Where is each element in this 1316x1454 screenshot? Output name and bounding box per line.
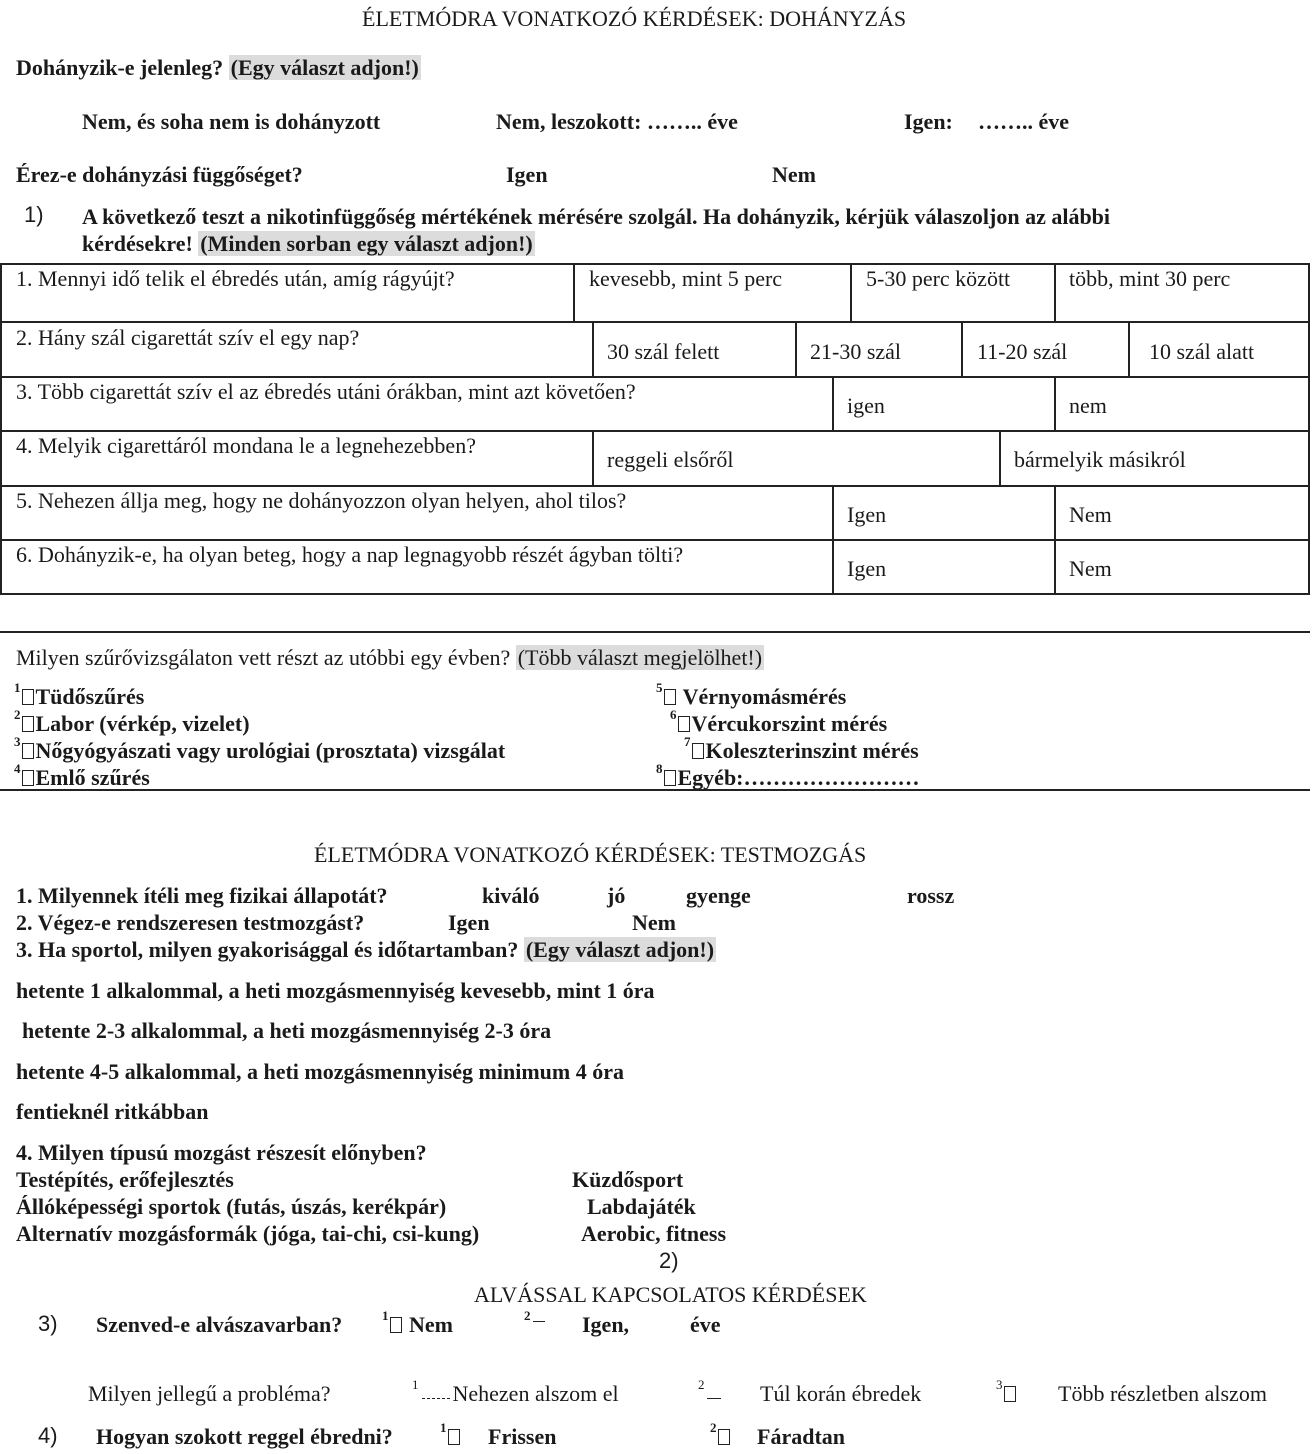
option-label: Nem bbox=[409, 1312, 453, 1337]
screening-item-label: Koleszterinszint mérés bbox=[705, 738, 919, 763]
fagerstrom-q6: 6. Dohányzik-e, ha olyan beteg, hogy a nap legnagyobb részét ágyban tölti? bbox=[16, 542, 684, 567]
fitness-option-weak[interactable]: gyenge bbox=[686, 883, 751, 908]
screening-rule-bottom bbox=[0, 789, 1310, 791]
exercise-q3-note: (Egy választ adjon!) bbox=[525, 937, 715, 962]
table-col-divider bbox=[1054, 485, 1056, 595]
fagerstrom-q3-option-1[interactable]: igen bbox=[847, 393, 885, 418]
screening-item-label: Vércukorszint mérés bbox=[691, 711, 888, 736]
waking-option-tired-label: Fáradtan bbox=[757, 1424, 845, 1449]
table-col-divider bbox=[832, 485, 834, 595]
option-quit-smoking[interactable]: Nem, leszokott: …….. éve bbox=[496, 109, 738, 134]
checkbox-icon[interactable] bbox=[22, 689, 34, 705]
table-col-divider bbox=[795, 321, 797, 378]
exercise-q1: 1. Milyennek ítéli meg fizikai állapotát? bbox=[16, 883, 388, 908]
sleep-disorder-question: Szenved-e alvászavarban? bbox=[96, 1312, 343, 1337]
fagerstrom-q3-option-2[interactable]: nem bbox=[1069, 393, 1107, 418]
option-number: 2 bbox=[710, 1420, 717, 1435]
table-border-left bbox=[0, 263, 2, 595]
table-col-divider bbox=[592, 321, 594, 378]
screening-item-number: 7 bbox=[684, 734, 691, 749]
fagerstrom-q5-option-1[interactable]: Igen bbox=[847, 502, 887, 527]
checkbox-icon[interactable] bbox=[22, 743, 34, 759]
table-col-divider bbox=[961, 321, 963, 378]
table-col-divider bbox=[832, 376, 834, 432]
screening-item-7[interactable] bbox=[684, 734, 919, 764]
exercise-section-title: ÉLETMÓDRA VONATKOZÓ KÉRDÉSEK: TESTMOZGÁS bbox=[314, 842, 867, 867]
blank-line-icon bbox=[707, 1398, 721, 1399]
screening-item-number: 2 bbox=[14, 707, 21, 722]
list-number-2: 2) bbox=[659, 1248, 679, 1273]
fagerstrom-q1-option-3[interactable]: több, mint 30 perc bbox=[1069, 266, 1231, 291]
option-number: 2 bbox=[698, 1377, 705, 1392]
fagerstrom-q2-option-2[interactable]: 21-30 szál bbox=[810, 339, 902, 364]
fagerstrom-intro-text: kérdésekre! bbox=[82, 231, 193, 256]
exercise-type-bodybuilding[interactable]: Testépítés, erőfejlesztés bbox=[16, 1167, 234, 1192]
fagerstrom-q4: 4. Melyik cigarettáról mondana le a legnehezebben? bbox=[16, 433, 476, 458]
table-col-divider bbox=[999, 430, 1001, 487]
exercise-type-alternative[interactable]: Alternatív mozgásformák (jóga, tai-chi, csi-kung) bbox=[16, 1221, 480, 1246]
screening-item-number: 4 bbox=[14, 761, 21, 776]
exercise-q2: 2. Végez-e rendszeresen testmozgást? bbox=[16, 910, 365, 935]
fagerstrom-q4-option-2[interactable]: bármelyik másikról bbox=[1014, 447, 1186, 472]
fagerstrom-q6-option-1[interactable]: Igen bbox=[847, 556, 887, 581]
fagerstrom-q2-option-1[interactable]: 30 szál felett bbox=[607, 339, 720, 364]
checkbox-icon[interactable] bbox=[390, 1317, 402, 1333]
exercise-type-combat[interactable]: Küzdősport bbox=[572, 1167, 684, 1192]
screening-item-6[interactable] bbox=[670, 707, 888, 737]
sleep-problem-option-2-label: Túl korán ébredek bbox=[760, 1381, 922, 1406]
exercise-q3 bbox=[16, 937, 716, 963]
fagerstrom-q4-option-1[interactable]: reggeli elsőről bbox=[607, 447, 734, 472]
option-number: 1 bbox=[382, 1308, 389, 1323]
table-col-divider bbox=[1128, 321, 1130, 378]
checkbox-icon[interactable] bbox=[678, 716, 690, 732]
fagerstrom-q2: 2. Hány szál cigarettát szív el egy nap? bbox=[16, 325, 360, 350]
option-number: 2 bbox=[524, 1308, 531, 1323]
dependence-yes-option[interactable]: Igen bbox=[506, 162, 548, 187]
fitness-option-poor[interactable]: rossz bbox=[907, 883, 955, 908]
screening-item-4[interactable] bbox=[14, 761, 150, 791]
exercise-type-ball-games[interactable]: Labdajáték bbox=[587, 1194, 696, 1219]
waking-option-fresh[interactable] bbox=[440, 1420, 462, 1450]
exercise-q4: 4. Milyen típusú mozgást részesít előnyben? bbox=[16, 1140, 427, 1165]
screening-item-8[interactable] bbox=[656, 761, 920, 791]
table-col-divider bbox=[573, 263, 575, 323]
smoking-section-title: ÉLETMÓDRA VONATKOZÓ KÉRDÉSEK: DOHÁNYZÁS bbox=[362, 6, 907, 31]
fagerstrom-intro-note: (Minden sorban egy választ adjon!) bbox=[200, 231, 533, 256]
waking-option-fresh-label: Frissen bbox=[488, 1424, 557, 1449]
screening-item-number: 5 bbox=[656, 680, 663, 695]
screening-item-number: 1 bbox=[14, 680, 21, 695]
exercise-type-endurance[interactable]: Állóképességi sportok (futás, úszás, kerékpár) bbox=[16, 1194, 447, 1219]
screening-item-2[interactable] bbox=[14, 707, 250, 737]
option-number: 1 bbox=[440, 1420, 447, 1435]
list-number-1: 1) bbox=[24, 202, 44, 227]
fitness-option-excellent[interactable]: kiváló bbox=[482, 883, 540, 908]
option-number: 1 bbox=[412, 1377, 419, 1392]
sleep-problem-option-3-label: Több részletben alszom bbox=[1058, 1381, 1267, 1406]
fagerstrom-q2-option-4[interactable]: 10 szál alatt bbox=[1149, 339, 1255, 364]
fagerstrom-q5-option-2[interactable]: Nem bbox=[1069, 502, 1112, 527]
fagerstrom-intro-line1: A következő teszt a nikotinfüggőség mértékének mérésére szolgál. Ha dohányzik, kérjük válaszoljon az alábbi bbox=[82, 204, 1111, 229]
blank-line-icon bbox=[533, 1321, 545, 1322]
frequency-option-1[interactable]: hetente 1 alkalommal, a heti mozgásmennyiség kevesebb, mint 1 óra bbox=[16, 978, 655, 1003]
table-rule bbox=[0, 430, 1310, 432]
checkbox-icon[interactable] bbox=[664, 689, 676, 705]
sleep-disorder-yes-label: Igen, bbox=[582, 1312, 630, 1337]
sleep-problem-option-1[interactable] bbox=[412, 1377, 619, 1407]
checkbox-icon[interactable] bbox=[664, 770, 676, 786]
table-border-right bbox=[1308, 263, 1310, 595]
option-smoking-yes-years: …….. éve bbox=[978, 109, 1070, 134]
screening-item-number: 3 bbox=[14, 734, 21, 749]
sleep-problem-question: Milyen jellegű a probléma? bbox=[88, 1381, 331, 1406]
sleep-problem-option-2[interactable] bbox=[698, 1377, 723, 1407]
table-col-divider bbox=[850, 263, 852, 323]
fagerstrom-q5: 5. Nehezen állja meg, hogy ne dohányozzon olyan helyen, ahol tilos? bbox=[16, 488, 627, 513]
table-col-divider bbox=[592, 430, 594, 487]
current-smoking-question bbox=[16, 55, 421, 81]
table-col-divider bbox=[1054, 376, 1056, 432]
table-rule bbox=[0, 539, 1310, 541]
fagerstrom-q2-option-3[interactable]: 11-20 szál bbox=[977, 339, 1068, 364]
screening-item-number: 6 bbox=[670, 707, 677, 722]
fagerstrom-q3: 3. Több cigarettát szív el az ébredés utáni órákban, mint azt követően? bbox=[16, 379, 636, 404]
screening-question bbox=[16, 645, 764, 671]
checkbox-icon[interactable] bbox=[22, 716, 34, 732]
sleep-section-title: ALVÁSSAL KAPCSOLATOS KÉRDÉSEK bbox=[474, 1282, 867, 1307]
dependence-no-option[interactable]: Nem bbox=[772, 162, 816, 187]
table-rule-bottom bbox=[0, 593, 1310, 595]
list-number-3: 3) bbox=[38, 1311, 58, 1336]
list-number-4: 4) bbox=[38, 1423, 58, 1448]
option-label: Nehezen alszom el bbox=[452, 1381, 619, 1406]
screening-item-label: Vérnyomásmérés bbox=[682, 684, 847, 709]
screening-note: (Több választ megjelölhet!) bbox=[517, 645, 763, 670]
screening-item-label: Nőgyógyászati vagy urológiai (prosztata) vizsgálat bbox=[35, 738, 506, 763]
current-smoking-note: (Egy választ adjon!) bbox=[230, 55, 419, 80]
screening-question-text: Milyen szűrővizsgálaton vett részt az utóbbi egy évben? bbox=[16, 645, 511, 670]
screening-item-label: Egyéb:…………………… bbox=[677, 765, 920, 790]
sleep-problem-option-3[interactable] bbox=[996, 1377, 1018, 1407]
frequency-option-2[interactable]: hetente 2-3 alkalommal, a heti mozgásmennyiség 2-3 óra bbox=[22, 1018, 552, 1043]
exercise-yes-option[interactable]: Igen bbox=[448, 910, 490, 935]
screening-item-5[interactable] bbox=[656, 680, 847, 710]
exercise-no-option[interactable]: Nem bbox=[632, 910, 676, 935]
screening-item-label: Labor (vérkép, vizelet) bbox=[35, 711, 250, 736]
screening-item-1[interactable] bbox=[14, 680, 145, 710]
screening-rule-top bbox=[0, 631, 1310, 633]
waking-question: Hogyan szokott reggel ébredni? bbox=[96, 1424, 393, 1449]
fagerstrom-intro-line2 bbox=[82, 231, 535, 257]
option-never-smoked[interactable]: Nem, és soha nem is dohányzott bbox=[82, 109, 381, 134]
screening-item-label: Emlő szűrés bbox=[35, 765, 150, 790]
option-smoking-yes[interactable]: Igen: bbox=[904, 109, 953, 134]
table-rule bbox=[0, 376, 1310, 378]
table-rule bbox=[0, 321, 1310, 323]
exercise-type-aerobic[interactable]: Aerobic, fitness bbox=[581, 1221, 727, 1246]
fitness-option-good[interactable]: jó bbox=[607, 883, 626, 908]
frequency-option-3[interactable]: hetente 4-5 alkalommal, a heti mozgásmennyiség minimum 4 óra bbox=[16, 1059, 624, 1084]
fagerstrom-q1-option-1[interactable]: kevesebb, mint 5 perc bbox=[589, 266, 783, 291]
fagerstrom-q1-option-2[interactable]: 5-30 perc között bbox=[866, 266, 1011, 291]
dependence-question: Érez-e dohányzási függőséget? bbox=[16, 162, 303, 187]
fagerstrom-q6-option-2[interactable]: Nem bbox=[1069, 556, 1112, 581]
frequency-option-4[interactable]: fentieknél ritkábban bbox=[16, 1099, 209, 1124]
checkbox-icon[interactable] bbox=[22, 770, 34, 786]
screening-item-number: 8 bbox=[656, 761, 663, 776]
exercise-q3-text: 3. Ha sportol, milyen gyakorisággal és időtartamban? bbox=[16, 937, 519, 962]
checkbox-icon[interactable] bbox=[718, 1429, 730, 1445]
checkbox-icon[interactable] bbox=[1004, 1386, 1016, 1402]
sleep-disorder-yes-option[interactable] bbox=[524, 1308, 547, 1338]
option-number: 3 bbox=[996, 1377, 1003, 1392]
checkbox-icon[interactable] bbox=[448, 1429, 460, 1445]
sleep-disorder-years: éve bbox=[690, 1312, 721, 1337]
current-smoking-question-text: Dohányzik-e jelenleg? bbox=[16, 55, 224, 80]
table-rule-top bbox=[0, 263, 1310, 265]
sleep-disorder-no-option[interactable] bbox=[382, 1308, 453, 1338]
screening-item-label: Tüdőszűrés bbox=[35, 684, 145, 709]
screening-item-3[interactable] bbox=[14, 734, 506, 764]
waking-option-tired[interactable] bbox=[710, 1420, 732, 1450]
checkbox-icon[interactable] bbox=[692, 743, 704, 759]
fagerstrom-q1: 1. Mennyi idő telik el ébredés után, amíg rágyújt? bbox=[16, 266, 455, 291]
blank-line-icon bbox=[422, 1398, 450, 1399]
table-col-divider bbox=[1054, 263, 1056, 323]
table-rule bbox=[0, 485, 1310, 487]
